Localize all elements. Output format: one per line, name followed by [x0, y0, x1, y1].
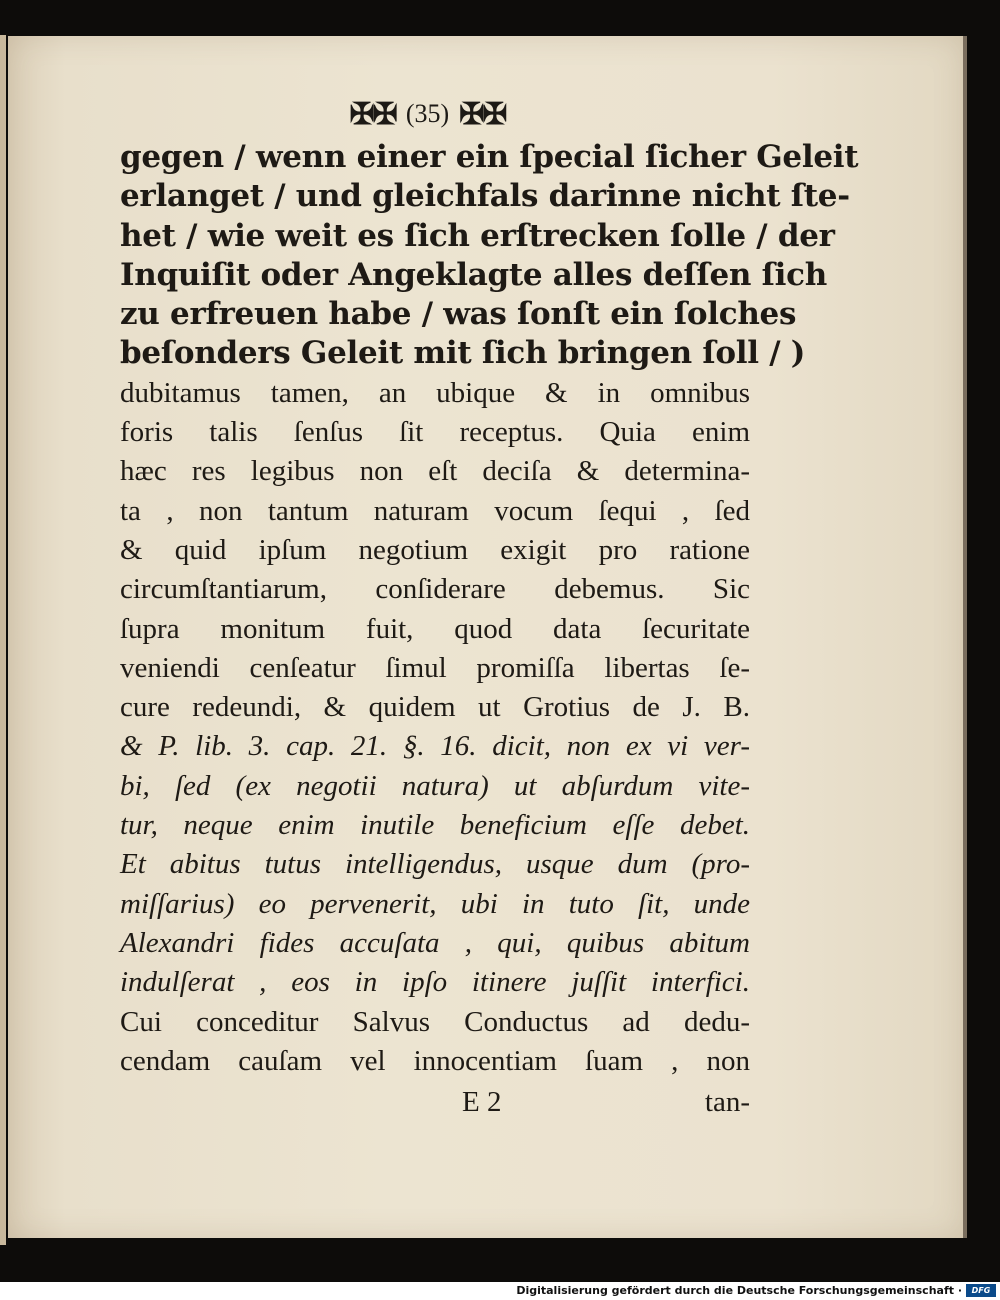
text-line: & P. lib. 3. cap. 21. §. 16. dicit, non ex vi ver-: [120, 730, 750, 763]
signature-mark: E 2: [462, 1086, 502, 1118]
text-line: beſonders Geleit mit ſich bringen ſoll / ): [120, 335, 806, 372]
text-line: zu erfreuen habe / was ſonſt ein ſolches: [120, 296, 797, 333]
text-line: ta , non tantum naturam vocum ſequi , ſed: [120, 494, 750, 527]
facing-page-edge: [0, 35, 6, 1245]
text-line: Et abitus tutus intelligendus, usque dum (pro-: [120, 848, 750, 881]
text-line: cure redeundi, & quidem ut Grotius de J. B.: [120, 691, 750, 724]
page-number: (35): [405, 99, 450, 128]
text-line: & quid ipſum negotium exigit pro ratione: [120, 533, 750, 566]
text-line: Inquiſit oder Angeklagte alles deſſen ſich: [120, 256, 827, 293]
catchword: tan-: [704, 1086, 750, 1118]
text-line: het / wie weit es ſich erſtrecken ſolle / der: [120, 217, 835, 254]
credit-bar: [0, 1282, 1000, 1300]
text-line: veniendi cenſeatur ſimul promiſſa libertas ſe-: [120, 651, 750, 684]
ornament-left-icon: ✠✠: [349, 96, 396, 132]
text-line: ſupra monitum fuit, quod data ſecuritate: [120, 612, 750, 645]
text-line: gegen / wenn einer ein ſpecial ſicher Geleit: [120, 139, 859, 175]
page-edge-shadow: [963, 36, 967, 1238]
text-line: foris talis ſenſus ſit receptus. Quia enim: [120, 416, 750, 449]
text-line: hæc res legibus non eſt deciſa & determina-: [120, 455, 750, 488]
text-line: dubitamus tamen, an ubique & in omnibus: [120, 376, 750, 409]
body-text: [120, 138, 859, 1081]
text-line: bi, ſed (ex negotii natura) ut abſurdum vite-: [120, 769, 750, 802]
text-line: circumſtantiarum, conſiderare debemus. Sic: [120, 573, 750, 606]
text-line: tur, neque enim inutile beneficium eſſe debet.: [120, 809, 750, 842]
text-line: miſſarius) eo pervenerit, ubi in tuto ſit, unde: [120, 887, 750, 920]
text-line: erlanget / und gleichfals darinne nicht ſte-: [120, 178, 850, 215]
text-line: cendam cauſam vel innocentiam ſuam , non: [120, 1044, 750, 1077]
page-footer: [120, 1086, 750, 1126]
page-header: [330, 94, 525, 134]
text-line: indulſerat , eos in ipſo itinere juſſit interfici.: [120, 966, 750, 999]
text-line: Alexandri fides accuſata , qui, quibus abitum: [120, 926, 750, 959]
dfg-logo-icon: DFG: [966, 1284, 996, 1297]
text-line: Cui conceditur Salvus Conductus ad dedu-: [120, 1005, 750, 1038]
funding-credit: Digitalisierung gefördert durch die Deutsche Forschungsgemeinschaft ·: [516, 1284, 962, 1297]
ornament-right-icon: ✠✠: [459, 96, 506, 132]
